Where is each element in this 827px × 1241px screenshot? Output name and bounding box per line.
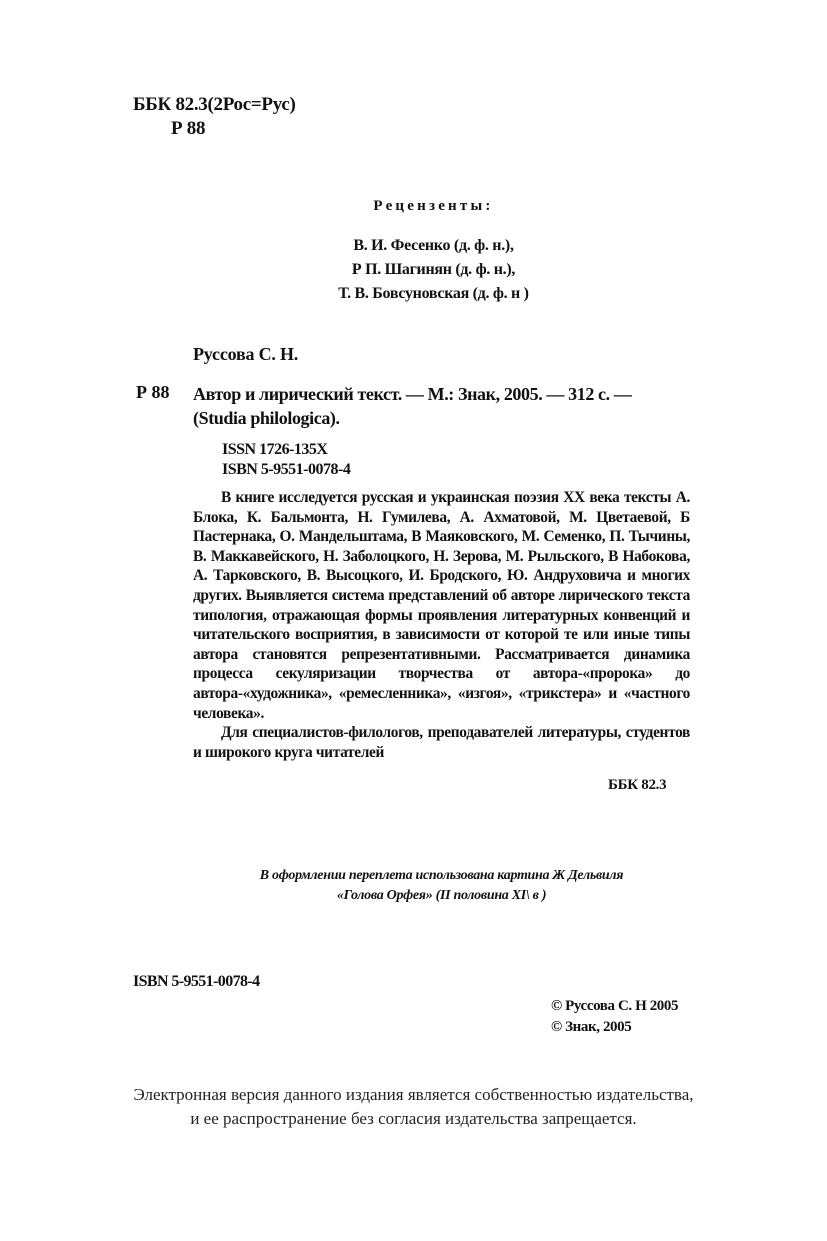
cover-note-line: «Голова Орфея» (II половина XI\ в ) [336, 888, 547, 903]
electronic-edition-notice [0, 1083, 827, 1131]
cover-illustration-note [0, 866, 827, 906]
reviewer-name: Р П. Шагинян (д. ф. н.), [351, 261, 516, 278]
copyright-publisher: © Знак, 2005 [551, 1019, 632, 1035]
issn-number: ISSN 1726-135X [222, 441, 328, 458]
reviewers-list [0, 234, 827, 306]
annotation [193, 488, 690, 762]
copyright-author: © Руссова С. Н 2005 [551, 998, 679, 1014]
author-mark-code: Р 88 [171, 118, 206, 139]
isbn-number: ISBN 5-9551-0078-4 [222, 461, 351, 478]
notice-line: и ее распространение без согласия издательства запрещается. [190, 1109, 637, 1128]
isbn-footer: ISBN 5-9551-0078-4 [133, 973, 260, 990]
title-line: Автор и лирический текст. — М.: Знак, 2005. — 312 с. — [193, 384, 632, 404]
book-title-entry [193, 382, 688, 430]
reviewers-heading: Рецензенты: [373, 198, 494, 214]
bbk-code: ББК 82.3(2Рос=Рус) [133, 94, 296, 115]
identifier-block [222, 440, 350, 480]
notice-line: Электронная версия данного издания является собственностью издательства, [133, 1085, 694, 1104]
bbk-classification-header [133, 93, 296, 141]
series-name: (Studia philologica). [193, 408, 340, 428]
author-name: Руссова С. Н. [193, 344, 299, 364]
catalog-code: Р 88 [136, 382, 170, 402]
reviewer-name: Т. В. Бовсуновская (д. ф. н ) [338, 285, 529, 302]
cover-note-line: В оформлении переплета использована картина Ж Дельвиля [259, 868, 624, 883]
copyright-block [551, 996, 678, 1038]
annotation-paragraph: В книге исследуется русская и украинская поэзия XX века тексты А. Блока, К. Бальмонта, Н. Гумилева, А. Ахматовой, М. Цветаевой, Б Пастернака, О. Мандельштама, В Маяковского, М. Семенко, П. Тычины, В. Маккавейского, Н. Заболоцкого, Н. Зерова, М. Рыльского, В Набокова, А. Тарковского, В. Высоцкого, И. Бродского, Ю. Андруховича и многих других. Выявляется система представлений об авторе лирического текста типология, отражающая формы проявления литературных конвенций и читательского восприятия, в зависимости от которой те или иные типы автора становятся репрезентативными. Рассматривается динамика процесса секуляризации творчества от автора-«пророка» до автора-«художника», «ремесленника», «изгоя», «трикстера» и «частного человека». [193, 489, 690, 722]
reviewer-name: В. И. Фесенко (д. ф. н.), [353, 237, 514, 254]
audience-paragraph: Для специалистов-филологов, преподавателей литературы, студентов и широкого круга читателей [193, 724, 690, 761]
bbk-short-code: ББК 82.3 [608, 777, 667, 793]
